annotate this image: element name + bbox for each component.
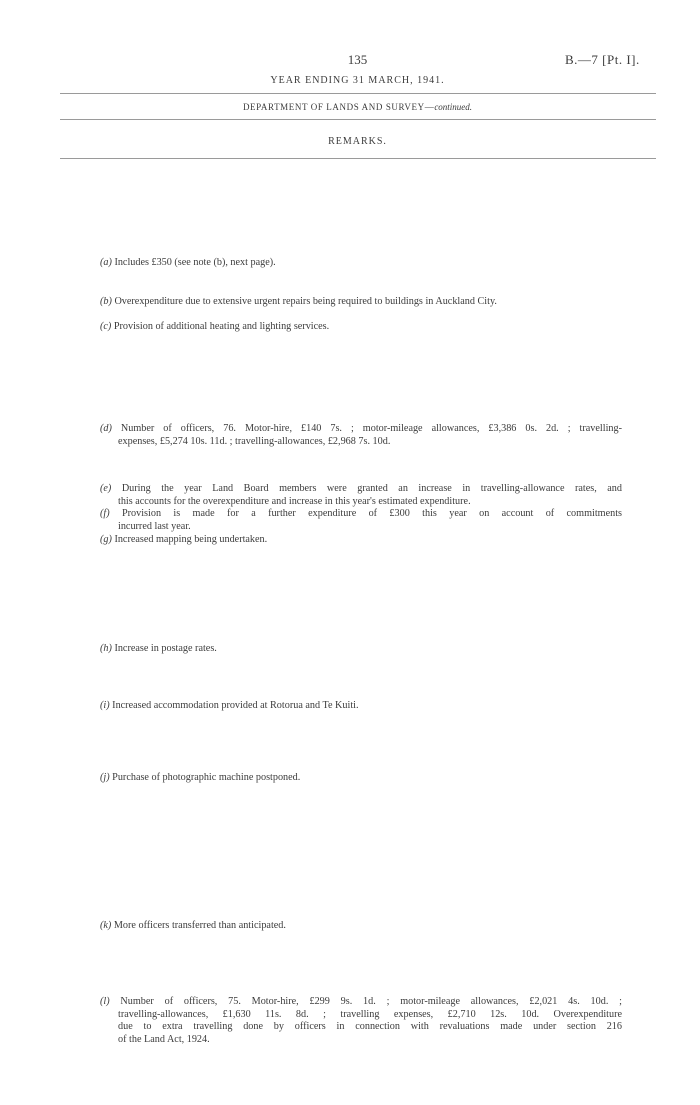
note-text-line-1: During the year Land Board members were granted an increase in travelling-allowance rates, and (121, 483, 622, 494)
note-f (100, 508, 622, 533)
department-heading (0, 102, 700, 112)
note-text-line-1: Number of officers, 76. Motor-hire, £140 7s. ; motor-mileage allowances, £3,386 0s. 2d. ; travelling- (120, 423, 622, 434)
note-text-line-2: expenses, £5,274 10s. 11d. ; travelling-allowances, £2,968 7s. 10d. (118, 435, 391, 447)
note-label: (e) (100, 483, 112, 494)
department-continued: continued. (434, 102, 473, 112)
note-a (100, 257, 622, 270)
note-text: Increased accommodation provided at Rotorua and Te Kuiti. (112, 700, 359, 711)
document-reference: B.—7 [Pt. I]. (565, 52, 640, 67)
note-i (100, 700, 622, 713)
note-text: More officers transferred than anticipated. (113, 920, 286, 931)
note-text-line-1: Number of officers, 75. Motor-hire, £299 9s. 1d. ; motor-mileage allowances, £2,021 4s. 10d. ; (120, 996, 623, 1007)
note-label: (b) (100, 296, 112, 307)
header-rule-middle (60, 119, 656, 120)
header-rule-top (60, 93, 656, 94)
note-label: (g) (100, 534, 112, 545)
note-text: Provision of additional heating and lighting services. (113, 321, 330, 332)
note-e (100, 483, 622, 508)
note-text-line-2: this accounts for the overexpenditure and increase in this year's estimated expenditure. (118, 495, 471, 507)
note-label: (i) (100, 700, 110, 711)
note-text: Includes £350 (see note (b), next page). (114, 257, 276, 268)
note-c (100, 321, 622, 334)
note-text: Increased mapping being undertaken. (114, 534, 268, 545)
note-text-line-1: Provision is made for a further expenditure of £300 this year on account of commitments (121, 508, 622, 519)
note-label: (f) (100, 508, 110, 519)
note-text: Purchase of photographic machine postponed. (112, 772, 301, 783)
note-l (100, 996, 622, 1046)
department-name: DEPARTMENT OF LANDS AND SURVEY— (242, 102, 435, 112)
note-label: (d) (100, 423, 112, 434)
note-b (100, 296, 622, 309)
note-k (100, 920, 622, 933)
note-label: (j) (100, 772, 110, 783)
year-heading: YEAR ENDING 31 MARCH, 1941. (270, 75, 445, 86)
page-number: 135 (347, 52, 368, 67)
note-text: Increase in postage rates. (114, 643, 217, 654)
note-text-line-4: of the Land Act, 1924. (118, 1033, 210, 1045)
header-rule-bottom (60, 158, 656, 159)
note-g (100, 534, 622, 547)
note-label: (c) (100, 321, 112, 332)
note-label: (l) (100, 996, 110, 1007)
note-text-line-2: incurred last year. (118, 520, 191, 532)
note-j (100, 772, 622, 785)
note-text-line-2: travelling-allowances, £1,630 11s. 8d. ; travelling expenses, £2,710 12s. 10d. Overexpenditure (118, 1008, 622, 1020)
remarks-title: REMARKS. (328, 136, 387, 147)
note-text: Overexpenditure due to extensive urgent repairs being required to buildings in Auckland City. (114, 296, 497, 307)
note-label: (k) (100, 920, 112, 931)
note-h (100, 643, 622, 656)
note-d (100, 423, 622, 448)
note-text-line-3: due to extra travelling done by officers in connection with revaluations made under section 216 (118, 1021, 622, 1032)
note-label: (a) (100, 257, 112, 268)
note-label: (h) (100, 643, 112, 654)
